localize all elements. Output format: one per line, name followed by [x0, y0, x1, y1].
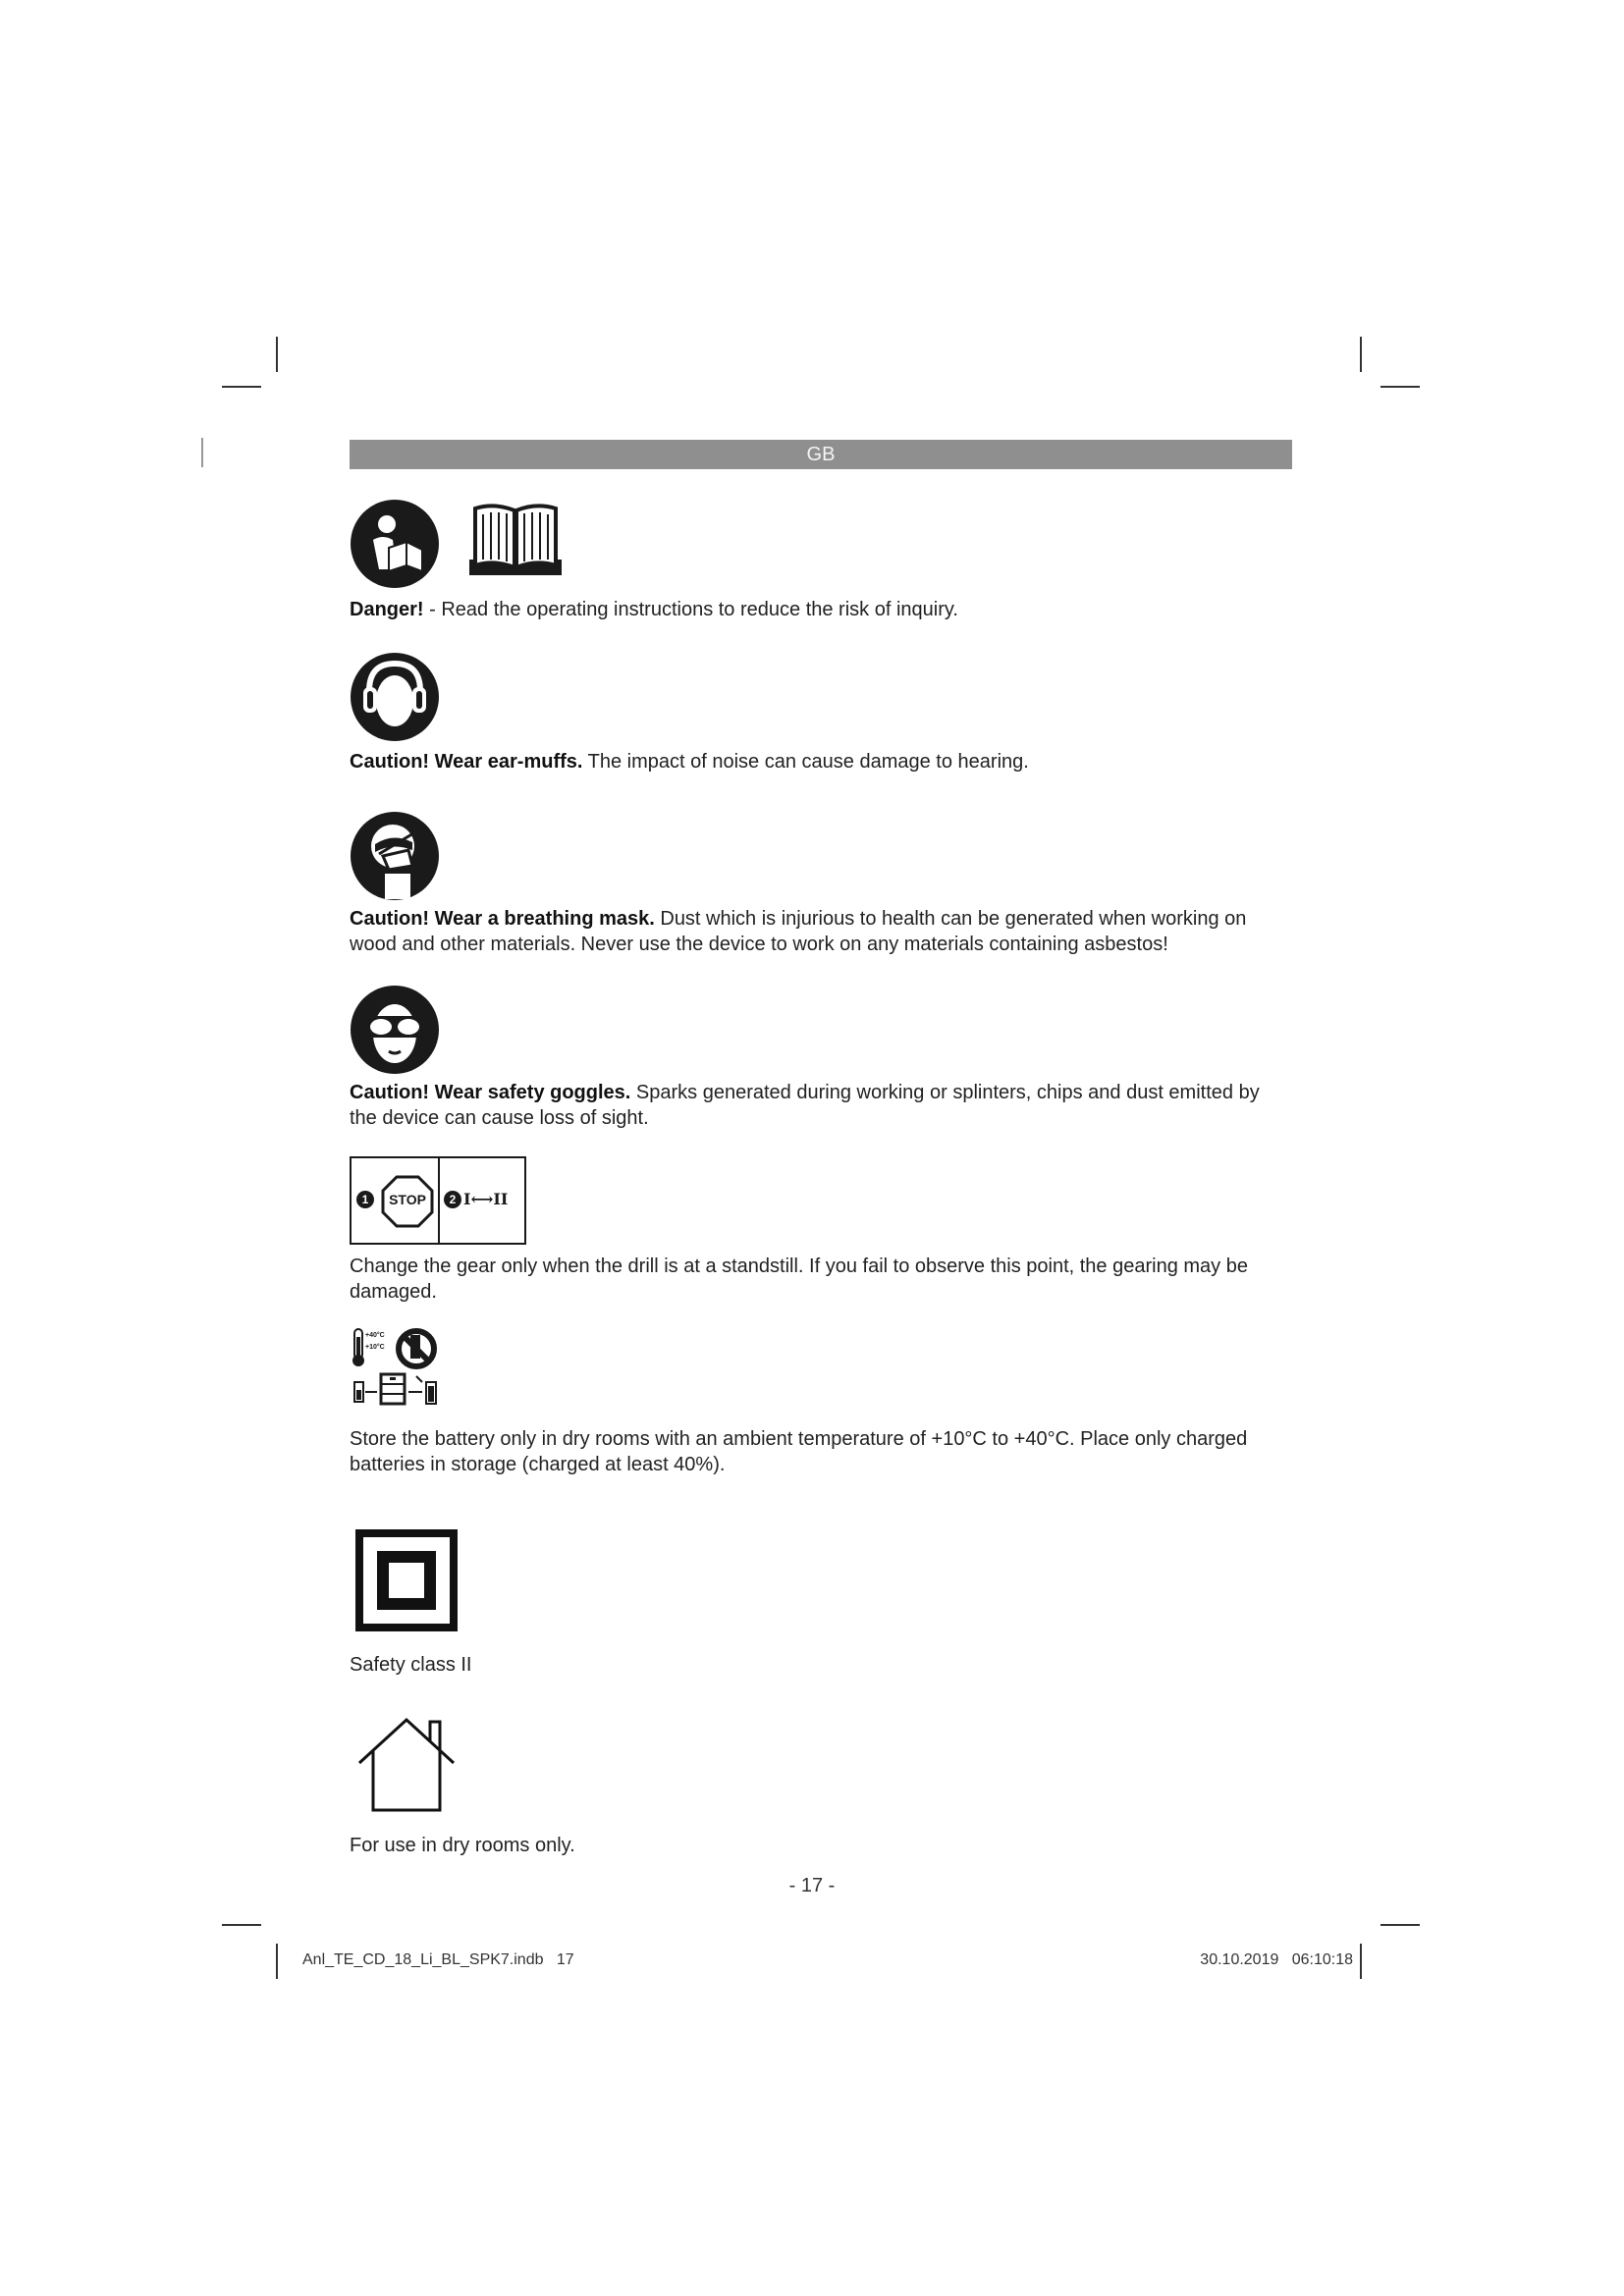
breathing-mask-icon	[350, 811, 440, 901]
safety-class-text	[350, 1652, 1292, 1678]
ear-muffs-text	[350, 749, 1292, 774]
dry-rooms-body: For use in dry rooms only.	[350, 1835, 575, 1856]
ear-muffs-label: Caution! Wear ear-muffs.	[350, 751, 583, 773]
crop-mark	[222, 1924, 261, 1926]
safety-class-ii-icon	[355, 1529, 458, 1631]
gear-change-stop-icon	[350, 1156, 526, 1245]
step-two-number: 2	[449, 1193, 457, 1206]
ear-muffs-body: The impact of noise can cause damage to hearing.	[582, 751, 1029, 773]
safety-goggles-body: Sparks generated during working or splinters, chips and dust emitted by the device can cause loss of sight.	[350, 1082, 1260, 1129]
open-book-icon	[467, 503, 564, 579]
temp-high-label: +40°C	[365, 1332, 385, 1339]
gear-divider	[438, 1158, 440, 1243]
language-header	[350, 440, 1292, 469]
crop-mark	[201, 438, 203, 467]
footer-timestamp: 30.10.2019 06:10:18	[1200, 1951, 1353, 1968]
battery-storage-icon	[352, 1327, 442, 1410]
crop-mark	[1380, 386, 1420, 388]
dry-rooms-text	[350, 1833, 1292, 1858]
step-one-number: 1	[361, 1193, 369, 1206]
safety-goggles-label: Caution! Wear safety goggles.	[350, 1082, 631, 1103]
dry-rooms-house-icon	[355, 1716, 458, 1814]
crop-mark	[222, 386, 261, 388]
crop-mark	[276, 337, 278, 372]
battery-storage-body: Store the battery only in dry rooms with an ambient temperature of +10°C to +40°C. Place only charged batteries in storage (charged at least 40%).	[350, 1428, 1248, 1475]
battery-storage-text	[350, 1426, 1292, 1477]
gear-shift-label: I⟷II	[463, 1190, 509, 1208]
language-code: GB	[806, 444, 836, 465]
footer-file-info: Anl_TE_CD_18_Li_BL_SPK7.indb 17	[302, 1951, 574, 1968]
step-one-badge	[356, 1191, 374, 1208]
danger-label: Danger!	[350, 599, 424, 620]
gear-change-body: Change the gear only when the drill is at a standstill. If you fail to observe this point, the gearing may be damaged.	[350, 1255, 1248, 1303]
breathing-mask-label: Caution! Wear a breathing mask.	[350, 908, 655, 930]
breathing-mask-body: Dust which is injurious to health can be generated when working on wood and other materials. Never use the device to work on any materials containing asbestos!	[350, 908, 1247, 955]
page-number: - 17 -	[788, 1875, 836, 1896]
crop-mark	[276, 1944, 278, 1979]
temp-low-label: +10°C	[365, 1344, 385, 1351]
crop-mark	[1360, 337, 1362, 372]
ear-muffs-icon	[350, 652, 440, 742]
crop-mark	[1360, 1944, 1362, 1979]
safety-goggles-icon	[350, 985, 440, 1075]
step-two-badge	[444, 1191, 461, 1208]
safety-goggles-text	[350, 1080, 1292, 1131]
breathing-mask-text	[350, 906, 1292, 957]
gear-change-text	[350, 1254, 1292, 1305]
danger-read-instructions-text	[350, 597, 1292, 622]
read-manual-icon	[350, 499, 440, 589]
crop-mark	[1380, 1924, 1420, 1926]
danger-body: - Read the operating instructions to reduce the risk of inquiry.	[423, 599, 958, 620]
safety-class-body: Safety class II	[350, 1654, 472, 1676]
stop-label: STOP	[389, 1192, 426, 1207]
